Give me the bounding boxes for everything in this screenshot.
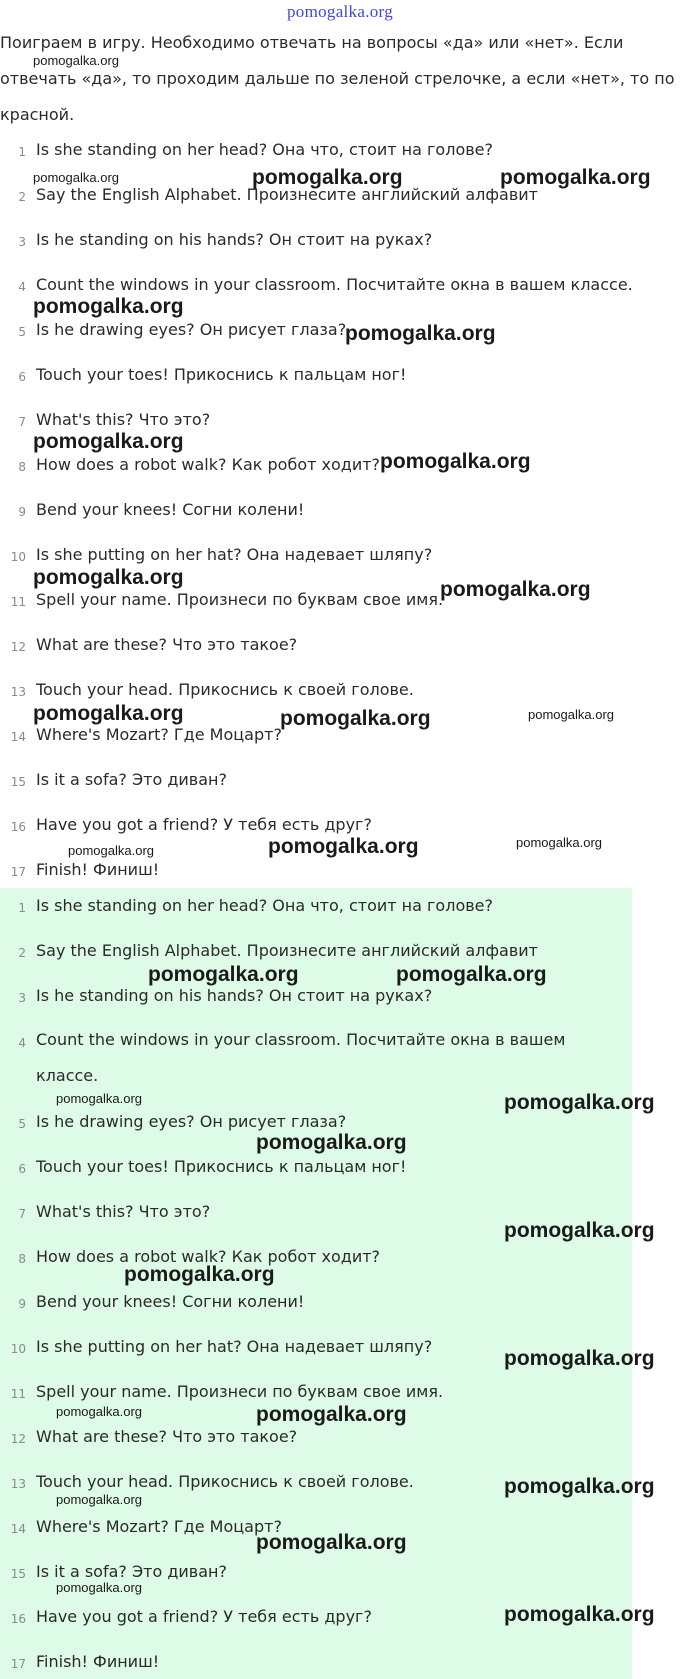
item-number: 2 xyxy=(18,190,26,204)
item-number: 6 xyxy=(18,1162,26,1176)
watermark: pomogalka.org xyxy=(396,963,547,986)
item-text: Is she putting on her hat? Она надевает шляпу? xyxy=(36,545,433,564)
item-text: What's this? Что это? xyxy=(36,410,211,429)
intro-line: красной. xyxy=(0,105,75,124)
item-number: 6 xyxy=(18,370,26,384)
item-number: 8 xyxy=(18,1252,26,1266)
list-item xyxy=(0,986,680,1012)
item-number: 14 xyxy=(10,1522,26,1536)
item-number: 11 xyxy=(10,595,26,609)
item-text: Is she putting on her hat? Она надевает шляпу? xyxy=(36,1337,433,1356)
item-number: 8 xyxy=(18,460,26,474)
list-item xyxy=(0,1292,680,1318)
item-number: 10 xyxy=(10,1342,26,1356)
item-text: Touch your head. Прикоснись к своей голове. xyxy=(36,1472,414,1491)
item-number: 3 xyxy=(18,235,26,249)
watermark: pomogalka.org xyxy=(33,295,184,318)
watermark: pomogalka.org xyxy=(56,1091,142,1106)
item-number: 9 xyxy=(18,505,26,519)
item-text: Spell your name. Произнеси по буквам свое имя. xyxy=(36,1382,444,1401)
item-text: Spell your name. Произнеси по буквам свое имя. xyxy=(36,590,444,609)
item-text: Bend your knees! Согни колени! xyxy=(36,500,305,519)
item-text: Is he drawing eyes? Он рисует глаза? xyxy=(36,320,347,339)
item-text: Finish! Финиш! xyxy=(36,860,160,879)
watermark: pomogalka.org xyxy=(33,53,119,68)
item-number: 12 xyxy=(10,640,26,654)
item-text: Say the English Alphabet. Произнесите английский алфавит xyxy=(36,941,538,960)
item-text: Have you got a friend? У тебя есть друг? xyxy=(36,1607,372,1626)
watermark: pomogalka.org xyxy=(504,1091,655,1114)
item-text: Count the windows in your classroom. Посчитайте окна в вашем классе. xyxy=(36,275,633,294)
list-item xyxy=(0,455,680,481)
item-number: 5 xyxy=(18,1117,26,1131)
item-number: 11 xyxy=(10,1387,26,1401)
item-text: What are these? Что это такое? xyxy=(36,635,298,654)
watermark: pomogalka.org xyxy=(33,566,184,589)
item-text: Bend your knees! Согни колени! xyxy=(36,1292,305,1311)
item-text: How does a robot walk? Как робот ходит? xyxy=(36,455,381,474)
list-item xyxy=(0,365,680,391)
item-number: 2 xyxy=(18,946,26,960)
watermark: pomogalka.org xyxy=(440,578,591,601)
item-number: 17 xyxy=(10,1657,26,1671)
item-text: Is he drawing eyes? Он рисует глаза? xyxy=(36,1112,347,1131)
watermark: pomogalka.org xyxy=(148,963,299,986)
list-item xyxy=(0,230,680,256)
item-text: Is it a sofa? Это диван? xyxy=(36,770,227,789)
item-text: Say the English Alphabet. Произнесите английский алфавит xyxy=(36,185,538,204)
list-item xyxy=(0,140,680,166)
watermark: pomogalka.org xyxy=(504,1475,655,1498)
intro-line: Поиграем в игру. Необходимо отвечать на вопросы «да» или «нет». Если xyxy=(0,33,624,52)
item-number: 10 xyxy=(10,550,26,564)
watermark: pomogalka.org xyxy=(268,835,419,858)
item-number: 9 xyxy=(18,1297,26,1311)
list-item xyxy=(0,1652,680,1678)
watermark: pomogalka.org xyxy=(124,1263,275,1286)
item-text: Finish! Финиш! xyxy=(36,1652,160,1671)
watermark: pomogalka.org xyxy=(504,1219,655,1242)
item-text: Is he standing on his hands? Он стоит на руках? xyxy=(36,230,433,249)
item-number: 1 xyxy=(18,901,26,915)
watermark: pomogalka.org xyxy=(33,170,119,185)
item-number: 15 xyxy=(10,775,26,789)
item-number: 16 xyxy=(10,1612,26,1626)
watermark: pomogalka.org xyxy=(528,707,614,722)
watermark: pomogalka.org xyxy=(68,843,154,858)
watermark: pomogalka.org xyxy=(380,450,531,473)
watermark: pomogalka.org xyxy=(256,1131,407,1154)
item-number: 1 xyxy=(18,145,26,159)
item-text: Is it a sofa? Это диван? xyxy=(36,1562,227,1581)
item-number: 16 xyxy=(10,820,26,834)
list-item xyxy=(0,1030,680,1085)
list-item xyxy=(0,320,680,346)
watermark: pomogalka.org xyxy=(33,430,184,453)
item-text: Is she standing on her head? Она что, стоит на голове? xyxy=(36,896,493,915)
watermark: pomogalka.org xyxy=(256,1531,407,1554)
item-number: 14 xyxy=(10,730,26,744)
watermark: pomogalka.org xyxy=(33,702,184,725)
list-item xyxy=(0,860,680,886)
item-text: Is she standing on her head? Она что, стоит на голове? xyxy=(36,140,493,159)
item-number: 3 xyxy=(18,991,26,1005)
item-text: Is he standing on his hands? Он стоит на руках? xyxy=(36,986,433,1005)
item-number: 4 xyxy=(18,1036,26,1050)
item-text: Where's Mozart? Где Моцарт? xyxy=(36,725,282,744)
list-item xyxy=(0,896,680,922)
watermark: pomogalka.org xyxy=(252,166,403,189)
watermark: pomogalka.org xyxy=(56,1404,142,1419)
item-text: Touch your toes! Прикоснись к пальцам ног! xyxy=(36,365,407,384)
item-text: Where's Mozart? Где Моцарт? xyxy=(36,1517,282,1536)
intro-line: отвечать «да», то проходим дальше по зеленой стрелочке, а если «нет», то по xyxy=(0,69,675,88)
item-number: 13 xyxy=(10,685,26,699)
watermark: pomogalka.org xyxy=(504,1347,655,1370)
item-number: 15 xyxy=(10,1567,26,1581)
item-text: Have you got a friend? У тебя есть друг? xyxy=(36,815,372,834)
list-item xyxy=(0,1157,680,1183)
watermark: pomogalka.org xyxy=(56,1580,142,1595)
watermark: pomogalka.org xyxy=(516,835,602,850)
list-item xyxy=(0,1247,680,1273)
list-item xyxy=(0,1427,680,1453)
item-number: 5 xyxy=(18,325,26,339)
item-text: What's this? Что это? xyxy=(36,1202,211,1221)
item-text: Touch your toes! Прикоснись к пальцам ног! xyxy=(36,1157,407,1176)
item-text: What are these? Что это такое? xyxy=(36,1427,298,1446)
watermark: pomogalka.org xyxy=(56,1492,142,1507)
list-item xyxy=(0,941,680,967)
item-number: 12 xyxy=(10,1432,26,1446)
item-text: Count the windows in your classroom. Посчитайте окна в вашем классе. xyxy=(36,1030,566,1085)
watermark: pomogalka.org xyxy=(256,1403,407,1426)
list-item xyxy=(0,635,680,661)
item-text: How does a robot walk? Как робот ходит? xyxy=(36,1247,381,1266)
list-item xyxy=(0,500,680,526)
watermark: pomogalka.org xyxy=(504,1603,655,1626)
item-text: Touch your head. Прикоснись к своей голове. xyxy=(36,680,414,699)
watermark: pomogalka.org xyxy=(500,166,651,189)
item-number: 4 xyxy=(18,280,26,294)
item-number: 7 xyxy=(18,415,26,429)
watermark: pomogalka.org xyxy=(280,707,431,730)
watermark: pomogalka.org xyxy=(345,322,496,345)
item-number: 13 xyxy=(10,1477,26,1491)
site-title[interactable]: pomogalka.org xyxy=(286,2,394,21)
list-item xyxy=(0,770,680,796)
item-number: 7 xyxy=(18,1207,26,1221)
item-number: 17 xyxy=(10,865,26,879)
